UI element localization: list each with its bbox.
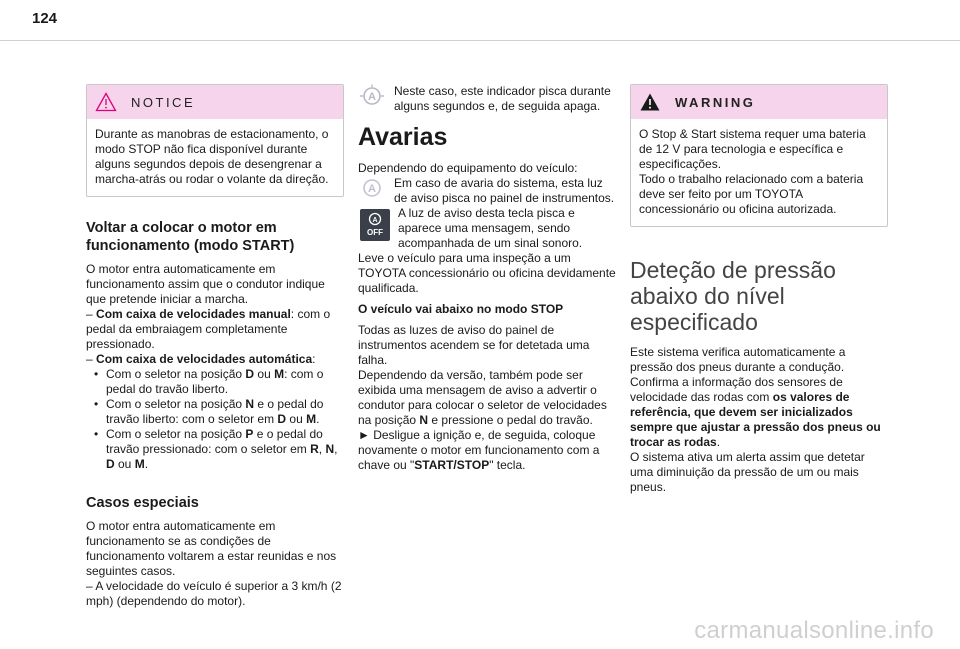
top-rule bbox=[0, 40, 960, 41]
bullet-text: Com o seletor na posição D ou M: com o pedal do travão liberto. bbox=[106, 367, 324, 396]
section-title-restart: Voltar a colocar o motor em funcionamento (modo START) bbox=[86, 220, 295, 254]
visit-dealer-text: Leve o veículo para uma inspeção a um TOYOTA concessionário ou oficina devidamente qualificada. bbox=[358, 251, 616, 295]
notice-body: Durante as manobras de estacionamento, o modo STOP não fica disponível durante alguns segundos depois de desengrenar a marcha-atrás ou rodar o volante da direção. bbox=[95, 127, 329, 186]
section-title-special-cases: Casos especiais bbox=[86, 495, 199, 511]
pressure-text-2: Confirma a informação dos sensores de velocidade das rodas com os valores de referência, que devem ser inicializados sempre que ajustar a pressão dos pneus ou trocar as rodas. bbox=[630, 375, 881, 449]
bullet-item-2 bbox=[86, 397, 344, 427]
warning-text-2: Todo o trabalho relacionado com a bateria deve ser feito por um TOYOTA concessionário ou oficina autorizada. bbox=[639, 172, 864, 216]
warning-box bbox=[630, 84, 888, 227]
bullet-item-3 bbox=[86, 427, 344, 472]
stall-text-2: Dependendo da versão, também pode ser exibida uma mensagem de aviso a advertir o condutor para colocar o seletor de velocidades na posição N e pressione o pedal do travão. bbox=[358, 368, 607, 427]
watermark: carmanualsonline.info bbox=[694, 617, 934, 644]
notice-title: NOTICE bbox=[131, 94, 196, 110]
page-number: 124 bbox=[32, 10, 58, 27]
automatic-gearbox-item bbox=[86, 352, 344, 367]
warning-header bbox=[631, 85, 887, 119]
svg-text:A: A bbox=[368, 183, 376, 195]
svg-text:A: A bbox=[368, 91, 376, 103]
bullet-mark: • bbox=[94, 427, 99, 441]
warning-triangle-outline-icon bbox=[95, 92, 117, 112]
warning-triangle-solid-icon bbox=[639, 92, 661, 112]
fault-row-1 bbox=[358, 176, 616, 206]
section-title-pressure: Deteção de pressão abaixo do nível especificado bbox=[630, 257, 836, 335]
warning-text-1: O Stop & Start sistema requer uma bateria de 12 V para tecnologia e específica e especificações. bbox=[639, 127, 866, 171]
manual-gearbox-text: : com o pedal da embraiagem completamente pressionado. bbox=[86, 307, 331, 351]
special-cases-item: – A velocidade do veículo é superior a 3 km/h (2 mph) (dependendo do motor). bbox=[86, 579, 342, 608]
section-title-stall: O veículo vai abaixo no modo STOP bbox=[358, 302, 564, 316]
automatic-gearbox-text: : bbox=[312, 352, 316, 366]
section-title-faults: Avarias bbox=[358, 123, 448, 151]
warning-body bbox=[631, 119, 887, 226]
fault-text-1: Em caso de avaria do sistema, esta luz de aviso pisca no painel de instrumentos. bbox=[394, 176, 615, 205]
stop-start-a-icon bbox=[358, 84, 394, 112]
stop-start-off-key-icon bbox=[358, 208, 392, 242]
fault-text-2: A luz de aviso desta tecla pisca e aparece uma mensagem, sendo acompanhada de um sinal sonoro. bbox=[398, 206, 583, 250]
manual-gearbox-label: Com caixa de velocidades manual bbox=[96, 307, 291, 321]
warning-title: WARNING bbox=[675, 94, 756, 110]
indicator-text: Neste caso, este indicador pisca durante alguns segundos e, de seguida apaga. bbox=[394, 84, 611, 113]
special-cases-intro: O motor entra automaticamente em funcionamento se as condições de funcionamento voltarem a estar reunidas e nos seguintes casos. bbox=[86, 519, 337, 578]
stall-text-3: ► Desligue a ignição e, de seguida, coloque novamente o motor em funcionamento com a chave ou "START/STOP" tecla. bbox=[358, 428, 600, 472]
automatic-gearbox-label: Com caixa de velocidades automática bbox=[96, 352, 313, 366]
fault-row-2 bbox=[358, 206, 616, 251]
bullet-text: Com o seletor na posição P e o pedal do travão pressionado: com o seletor em R, N, D ou M. bbox=[106, 427, 338, 471]
manual-gearbox-item bbox=[86, 307, 344, 352]
svg-text:A: A bbox=[372, 217, 378, 224]
bullet-item-1 bbox=[86, 367, 344, 397]
bullet-mark: • bbox=[94, 367, 99, 381]
column-1 bbox=[86, 84, 344, 609]
indicator-row bbox=[358, 84, 616, 114]
bullet-text: Com o seletor na posição N e o pedal do travão liberto: com o seletor em D ou M. bbox=[106, 397, 324, 426]
faults-intro: Dependendo do equipamento do veículo: bbox=[358, 161, 578, 175]
pressure-text-1: Este sistema verifica automaticamente a pressão dos pneus durante a condução. bbox=[630, 345, 846, 374]
notice-header bbox=[87, 85, 343, 119]
column-2 bbox=[358, 84, 616, 473]
dash: – bbox=[86, 352, 93, 366]
off-label: OFF bbox=[367, 228, 383, 237]
bullet-mark: • bbox=[94, 397, 99, 411]
stall-text-1: Todas as luzes de aviso do painel de instrumentos acendem se for detetada uma falha. bbox=[358, 323, 590, 367]
pressure-text-3: O sistema ativa um alerta assim que detetar uma diminuição da pressão de um ou mais pneus. bbox=[630, 450, 865, 494]
restart-intro: O motor entra automaticamente em funcionamento assim que o condutor indique que pretende iniciar a marcha. bbox=[86, 262, 325, 306]
stop-start-a-icon bbox=[358, 176, 394, 204]
notice-box bbox=[86, 84, 344, 197]
dash: – bbox=[86, 307, 93, 321]
column-3 bbox=[630, 84, 888, 495]
